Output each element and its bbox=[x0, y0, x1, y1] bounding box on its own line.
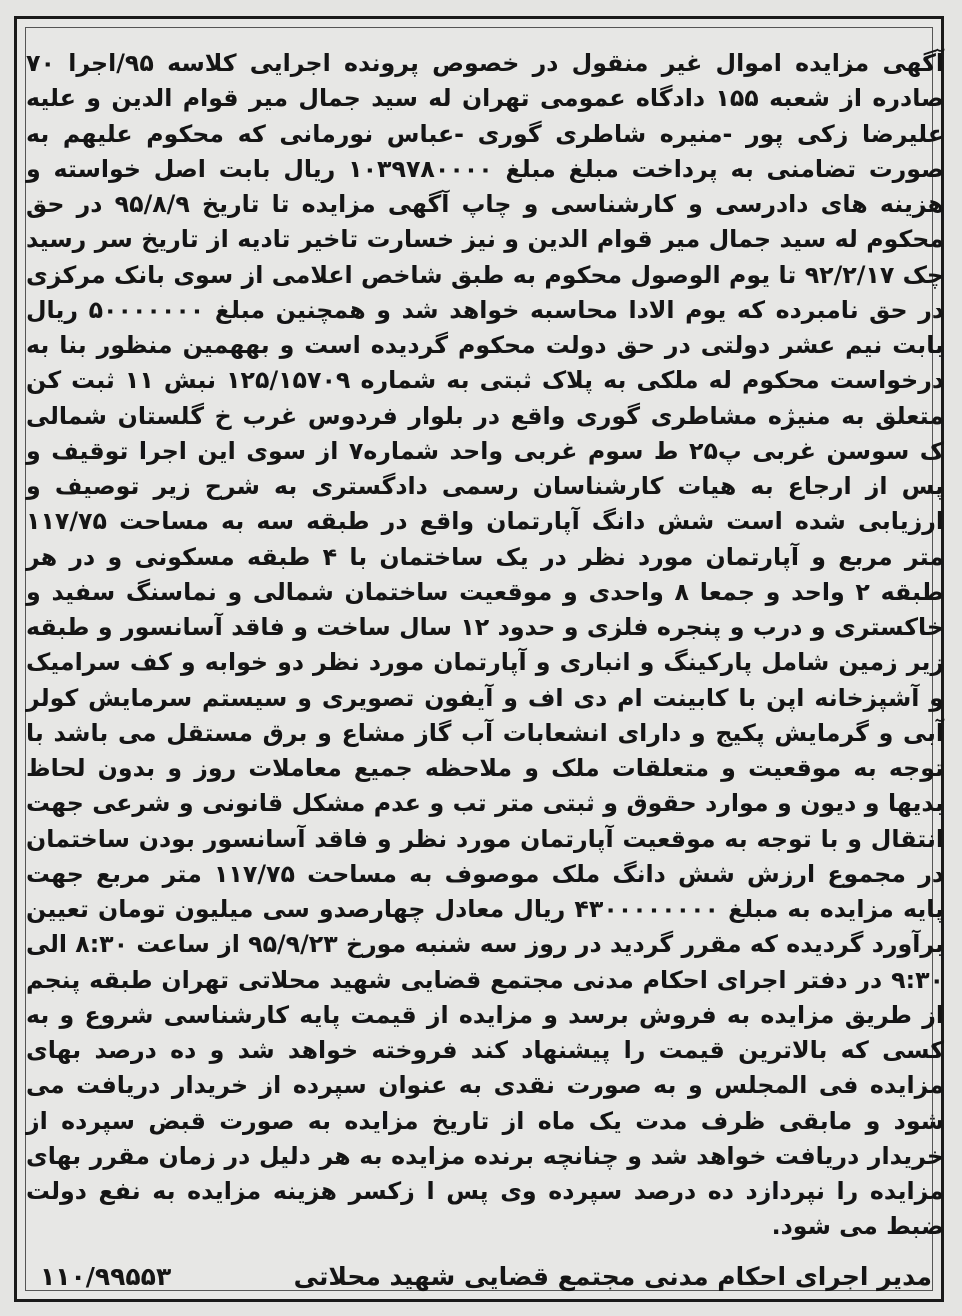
reference-number: ۱۱۰/۹۹۵۵۳ bbox=[40, 1261, 172, 1291]
notice-body-text: آگهی مزایده اموال غیر منقول در خصوص پرونده اجرایی کلاسه ۹۵/اجرا ۷۰ صادره از شعبه ۱۵۵ دادگاه عمومی تهران له سید جمال میر قوام الدین و علیه علیرضا زکی پور -منیره شاطری گوری -عباس نورمانی که محکوم علیهم به صورت تضامنی به پرداخت مبلغ مبلغ ۱۰۳۹۷۸۰۰۰۰ ریال بابت اصل خواسته و هزینه های دادرسی و کارشناسی و چاپ آگهی مزایده تا تاریخ ۹۵/۸/۹ در حق محکوم له سید جمال میر قوام الدین و نیز خسارت تاخیر تادیه از تاریخ سر رسید چک ۹۲/۲/۱۷ تا یوم الوصول محکوم به طبق شاخص اعلامی از سوی بانک مرکزی در حق نامبرده که یوم الادا محاسبه خواهد شد و همچنین مبلغ ۵۰۰۰۰۰۰۰ ریال بابت نیم عشر دولتی در حق دولت محکوم گردیده است و بههمین منظور بنا به درخواست محکوم له ملکی به پلاک ثبتی به شماره ۱۲۵/۱۵۷۰۹ نبش ۱۱ ثبت کن متعلق به منیژه مشاطری گوری واقع در بلوار فردوس غرب خ گلستان شمالی ک سوسن غربی پ۲۵ ط سوم غربی واحد شماره۷ از سوی این اجرا توقیف و پس از ارجاع به هیات کارشناسان رسمی دادگستری به شرح زیر توصیف و ارزیابی شده است شش دانگ آپارتمان واقع در طبقه سه به مساحت ۱۱۷/۷۵ متر مربع و آپارتمان مورد نظر در یک ساختمان با ۴ طبقه مسکونی و در هر طبقه ۲ واحد و جمعا ۸ واحدی و موقعیت ساختمان شمالی و نماسنگ سفید و خاکستری و درب و پنجره فلزی و حدود ۱۲ سال ساخت و فاقد آسانسور و طبقه زیر زمین شامل پارکینگ و انباری و آپارتمان مورد نظر دو خوابه و کف سرامیک و آشپزخانه اپن با کابینت ام دی اف و آیفون تصویری و سیستم سرمایش کولر آبی و گرمایش پکیج و دارای انشعابات آب گاز مشاع و برق مستقل می باشد با توجه به موقعیت و متعلقات ملک و ملاحظه جمیع معاملات روز و بدون لحاظ بدیها و دیون و موارد حقوق و ثبتی متر تب و عدم مشکل قانونی و شرعی جهت انتقال و با توجه به موقعیت آپارتمان مورد نظر و فاقد آسانسور بودن ساختمان در مجموع ارزش شش دانگ ملک موصوف به مساحت ۱۱۷/۷۵ متر مربع جهت پایه مزایده به مبلغ ۴۳۰۰۰۰۰۰۰۰ ریال معادل چهارصدو سی میلیون تومان تعیین برآورد گردیده که مقرر گردید در روز سه شنبه مورخ ۹۵/۹/۲۳ از ساعت ۸:۳۰ الی ۹:۳۰ در دفتر اجرای احکام مدنی مجتمع قضایی شهید محلاتی تهران طبقه پنجم از طریق مزایده به فروش برسد و مزایده از قیمت پایه کارشناسی شروع و به کسی که بالاترین قیمت را پیشنهاد کند فروخته خواهد شد و ده درصد بهای مزایده فی المجلس و به صورت نقدی به عنوان سپرده از خریدار دریافت می شود و مابقی ظرف مدت یک ماه از تاریخ مزایده به صورت قبض سپرده از خریدار دریافت خواهد شد و چنانچه برنده مزایده به هر دلیل در زمان مقرر بهای مزایده را نپردازد ده درصد سپرده وی پس ا زکسر هزینه مزایده به نفع دولت ضبط می شود. bbox=[26, 49, 945, 1241]
issuer-signature: مدیر اجرای احکام مدنی مجتمع قضایی شهید محلاتی bbox=[293, 1261, 932, 1291]
notice-footer bbox=[40, 1258, 932, 1294]
